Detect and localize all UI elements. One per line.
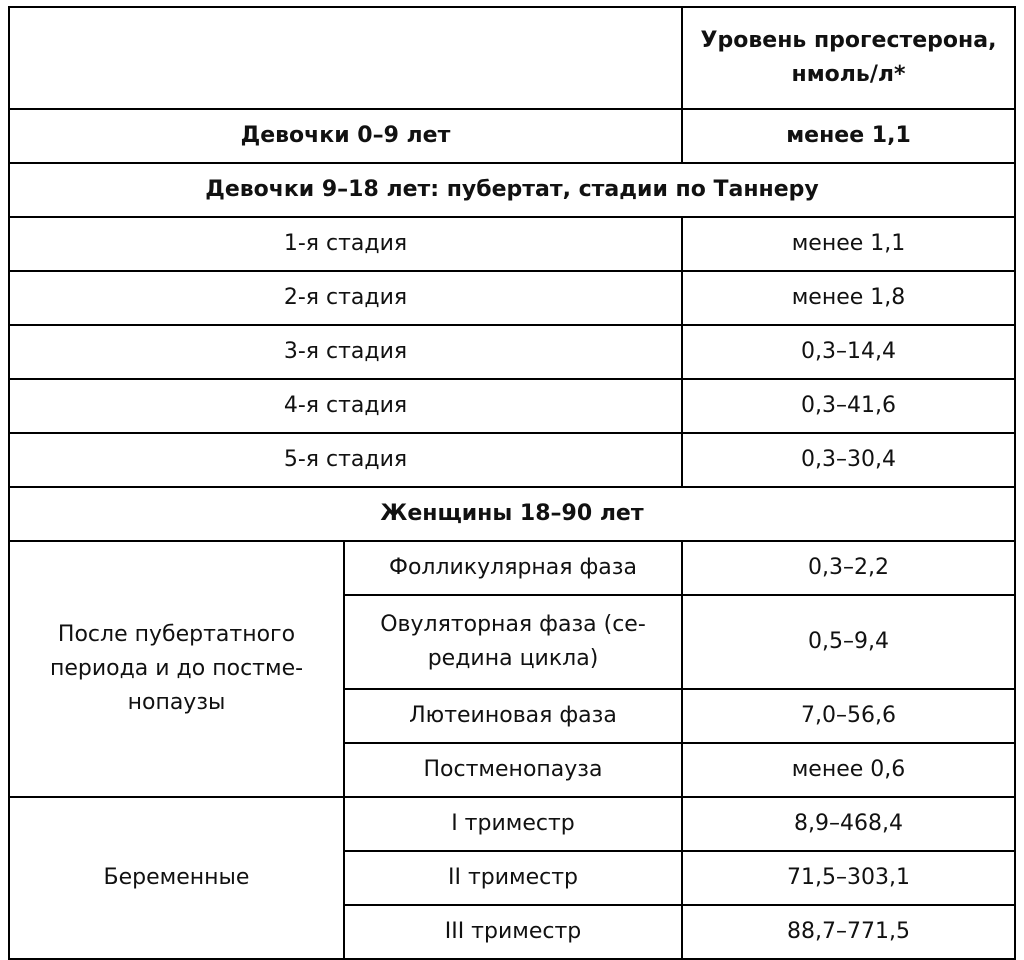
table-row [9,797,1015,851]
progesterone-reference-table [8,6,1016,960]
trimester-label: II триместр [344,851,682,905]
tanner-stage-label: 1-я стадия [9,217,682,271]
phase-label-line1: Овуляторная фаза (се- [380,612,646,637]
women-18-90-section-label: Женщины 18–90 лет [9,487,1015,541]
phase-label-line2: редина цикла) [427,646,599,671]
table-row [9,325,1015,379]
tanner-stage-label: 5-я стадия [9,433,682,487]
phase-label [344,595,682,689]
tanner-stage-label: 2-я стадия [9,271,682,325]
phase-label: Лютеиновая фаза [344,689,682,743]
header-empty-cell [9,7,682,109]
value-header-line2: нмоль/л* [791,62,906,87]
table-row [9,541,1015,595]
group-label-line2: периода и до постме- [49,656,304,681]
table-row [9,109,1015,163]
trimester-label: III триместр [344,905,682,959]
group-label-line1: После пубертатного [57,622,296,647]
tanner-stage-value: 0,3–14,4 [682,325,1015,379]
girls-0-9-label: Девочки 0–9 лет [9,109,682,163]
trimester-value: 71,5–303,1 [682,851,1015,905]
table-row [9,217,1015,271]
phase-label: Фолликулярная фаза [344,541,682,595]
tanner-stage-label: 4-я стадия [9,379,682,433]
tanner-stage-value: менее 1,8 [682,271,1015,325]
post-pubertal-group-label [9,541,344,797]
value-column-header [682,7,1015,109]
table-row [9,379,1015,433]
girls-0-9-value: менее 1,1 [682,109,1015,163]
pregnant-group-label: Беременные [9,797,344,959]
trimester-value: 88,7–771,5 [682,905,1015,959]
phase-value: 0,3–2,2 [682,541,1015,595]
phase-value: 0,5–9,4 [682,595,1015,689]
value-header-line1: Уровень прогестерона, [700,28,997,53]
tanner-stage-value: 0,3–41,6 [682,379,1015,433]
trimester-label: I триместр [344,797,682,851]
phase-value: менее 0,6 [682,743,1015,797]
tanner-stage-label: 3-я стадия [9,325,682,379]
tanner-stage-value: менее 1,1 [682,217,1015,271]
group-label-line3: нопаузы [127,690,226,715]
phase-label: Постменопауза [344,743,682,797]
girls-9-18-section-label: Девочки 9–18 лет: пубертат, стадии по Таннеру [9,163,1015,217]
phase-value: 7,0–56,6 [682,689,1015,743]
section-row [9,163,1015,217]
trimester-value: 8,9–468,4 [682,797,1015,851]
table-row [9,271,1015,325]
header-row [9,7,1015,109]
tanner-stage-value: 0,3–30,4 [682,433,1015,487]
section-row [9,487,1015,541]
table-row [9,433,1015,487]
